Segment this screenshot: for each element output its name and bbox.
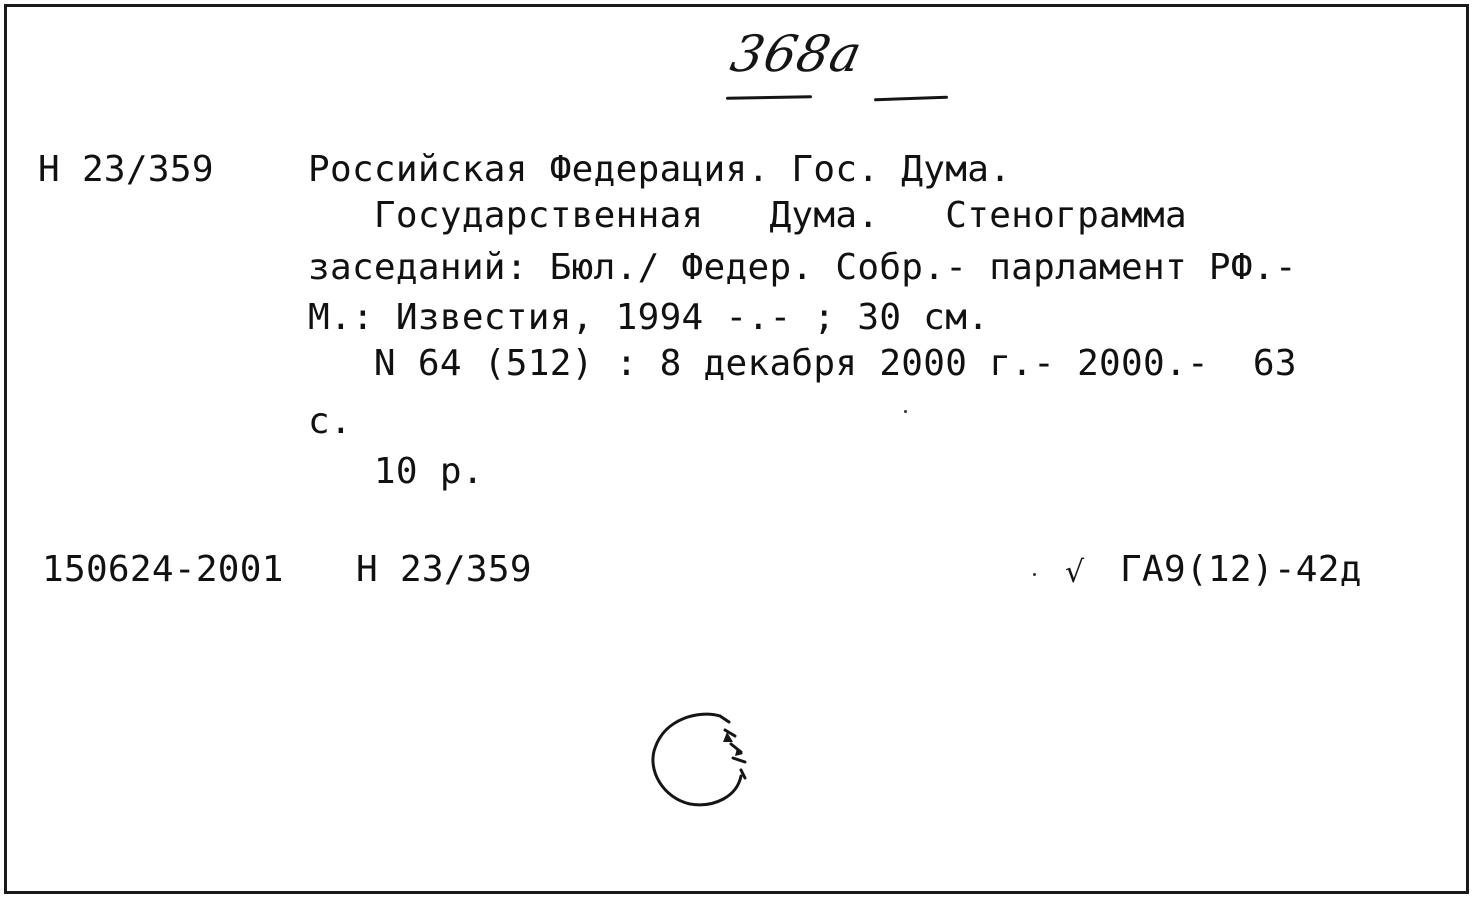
shelf-mark: Н 23/359: [38, 149, 214, 190]
title-line: 10 р.: [308, 451, 484, 492]
handwritten-number: 368а: [725, 25, 868, 83]
footer-shelf-mark: Н 23/359: [356, 549, 532, 590]
speck-dot: [1033, 573, 1036, 576]
check-mark: √: [1065, 555, 1085, 590]
title-line: М.: Известия, 1994 -.- ; 30 см.: [308, 297, 990, 338]
stamp-icon: [645, 708, 765, 818]
title-line: Государственная Дума. Стенограмма: [308, 195, 1187, 236]
title-line: N 64 (512) : 8 декабря 2000 г.- 2000.- 63: [308, 343, 1297, 384]
card-heading: Российская Федерация. Гос. Дума.: [308, 149, 1012, 190]
classification-code: ГА9(12)-42д: [1120, 549, 1362, 590]
accession-number: 150624-2001: [42, 549, 284, 590]
speck-dot: [904, 410, 907, 413]
title-line: заседаний: Бюл./ Федер. Собр.- парламент РФ.-: [308, 247, 1297, 288]
title-line: с.: [308, 401, 352, 442]
